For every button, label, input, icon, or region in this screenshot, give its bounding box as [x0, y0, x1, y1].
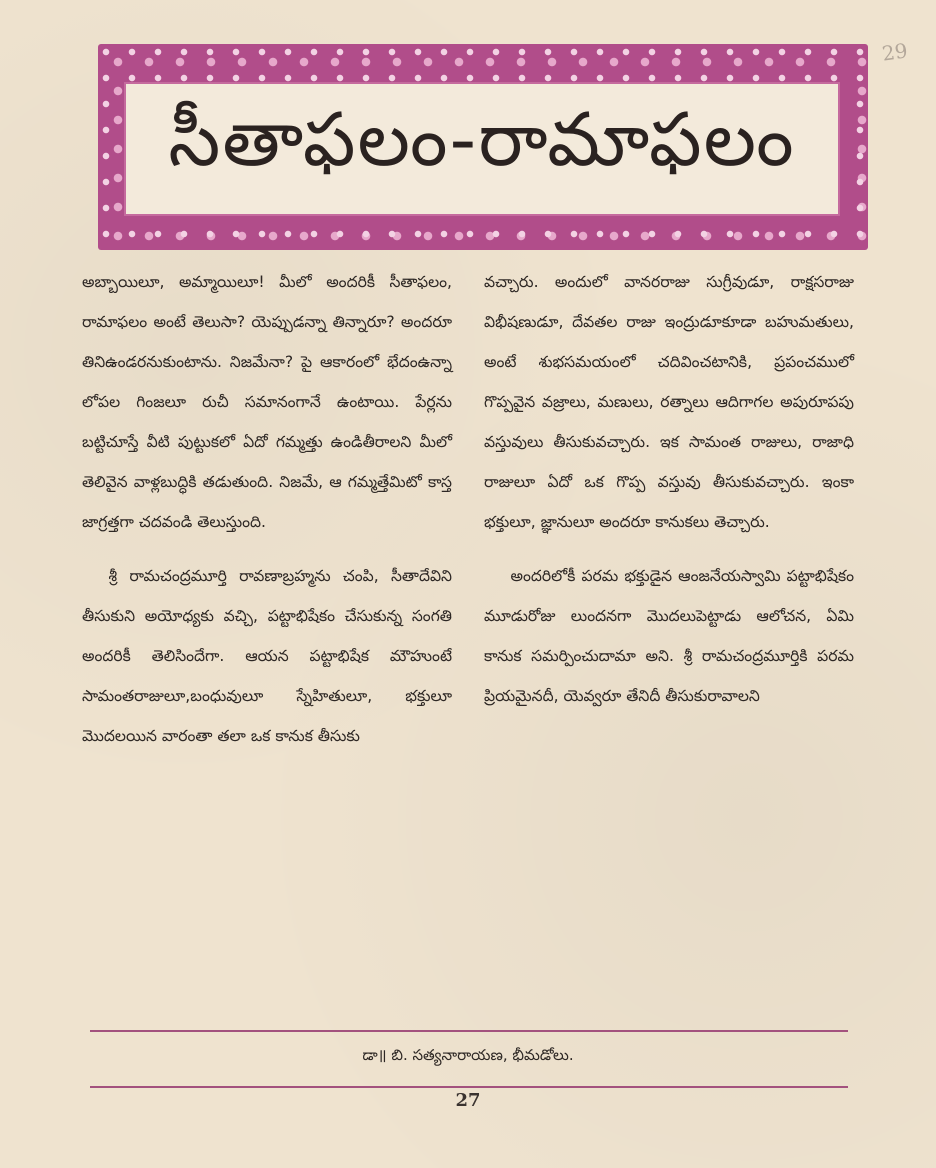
page-number: 27 [455, 1090, 481, 1111]
left-column [82, 262, 452, 756]
title-banner [98, 44, 868, 250]
paragraph: వచ్చారు. అందులో వానరరాజు సుగ్రీవుడూ, రాక్షసరాజు విభీషణుడూ, దేవతల రాజు ఇంద్రుడూకూడా బహుమతులు, అంటే శుభసమయంలో చదివించటానికి, ప్రపంచములో గొప్పవైన వజ్రాలు, మణులు, రత్నాలు ఆదిగాగల అపురూపపు వస్తువులు తీసుకువచ్చారు. ఇక సామంత రాజులు, రాజాధి రాజులూ ఏదో ఒక గొప్ప వస్తువు తీసుకువచ్చారు. ఇంకా భక్తులూ, జ్ఞానులూ అందరూ కానుకలు తెచ్చారు. [484, 273, 854, 531]
divider-rule [90, 1086, 848, 1088]
paragraph: శ్రీ రామచంద్రమూర్తి రావణాబ్రహ్మను చంపి, సీతాదేవిని తీసుకుని అయోధ్యకు వచ్చి, పట్టాభిషేకం చేసుకున్న సంగతి అందరికీ తెలిసిందేగా. ఆయన పట్టాభిషేక మౌహుంటే సామంతరాజులూ,బంధువులూ స్నేహితులూ, భక్తులూ మొదలయిన వారంతా తలా ఒక కానుక తీసుకు [82, 567, 452, 745]
paragraph: అందరిలోకీ పరమ భక్తుడైన ఆంజనేయస్వామి పట్టాభిషేకం మూడురోజు లుందనగా మొదలుపెట్టాడు ఆలోచన, ఏమి కానుక సమర్పించుదామా అని. శ్రీ రామచంద్రమూర్తికి పరమ ప్రియమైనదీ, యెవ్వరూ తేనిదీ తీసుకురావాలని [484, 567, 854, 705]
handwritten-page-number: 29 [880, 38, 909, 66]
author-byline: డా॥ బి. సత్యనారాయణ, భీమడోలు. [362, 1046, 574, 1064]
right-column [484, 262, 854, 716]
title-panel [124, 82, 840, 216]
divider-rule [90, 1030, 848, 1032]
paragraph: అబ్బాయిలూ, అమ్మాయిలూ! మీలో అందరికీ సీతాఫలం, రామాఫలం అంటే తెలుసా? యెప్పుడన్నా తిన్నారూ? అందరూ తినిఉండరనుకుంటాను. నిజమేనా? పై ఆకారంలో భేదంఉన్నా లోపల గింజలూ రుచీ సమానంగానే ఉంటాయి. పేర్లను బట్టిచూస్తే వీటి పుట్టుకలో ఏదో గమ్మత్తు ఉండితీరాలని మీలో తెలివైన వాళ్లబుద్ధికి తడుతుంది. నిజమే, ఆ గమ్మత్తేమిటో కాస్త జాగ్రత్తగా చదవండి తెలుస్తుంది. [82, 273, 452, 531]
story-title: సీతాఫలం-రామాఫలం [168, 97, 796, 183]
article-body [82, 262, 860, 1022]
